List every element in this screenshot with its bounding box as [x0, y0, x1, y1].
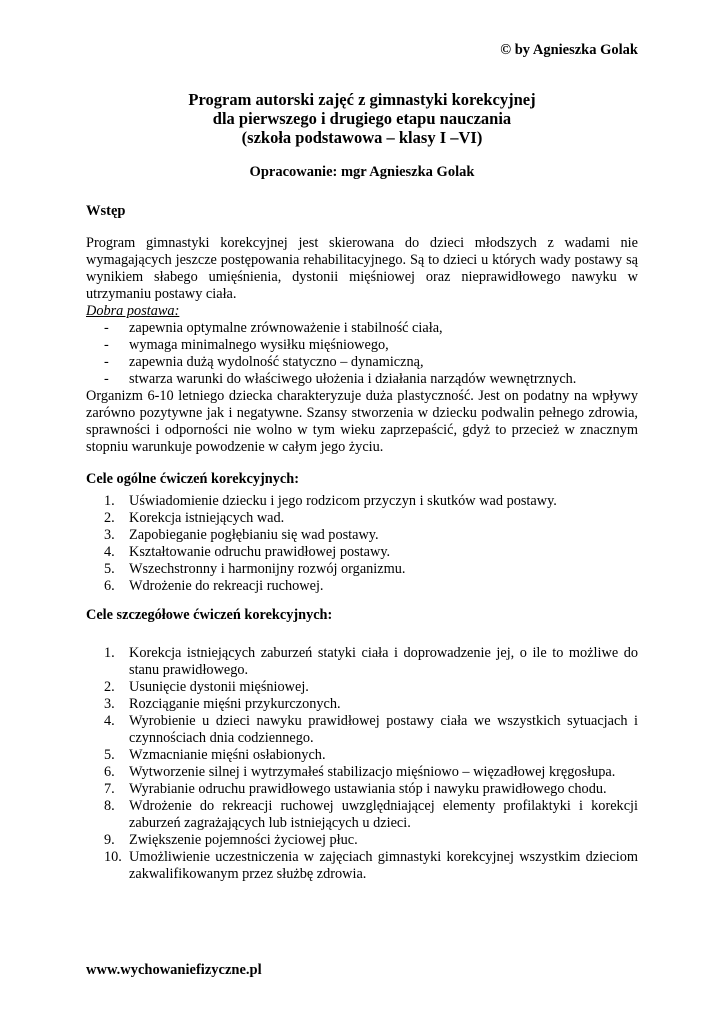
copyright-notice: © by Agnieszka Golak	[500, 42, 638, 58]
good-posture-list	[86, 320, 638, 388]
list-item: 9. Zwiększenie pojemności życiowej płuc.	[104, 832, 358, 848]
title-line-2: dla pierwszego i drugiego etapu nauczania	[212, 109, 512, 128]
list-item: 6. Wdrożenie do rekreacji ruchowej.	[104, 578, 324, 594]
document-title	[0, 90, 724, 147]
intro-paragraph: Program gimnastyki korekcyjnej jest skierowana do dzieci młodszych z wadami nie wymagających jeszcze postępowania rehabilitacyjnego. Są to dzieci u których wady postawy są wynikiem słabego umięśnienia, dystonii mięśniowej oraz nieprawidłowego nawyku w utrzymaniu postawy ciała.	[86, 235, 638, 302]
list-item: - wymaga minimalnego wysiłku mięśniowego,	[104, 337, 389, 353]
title-line-3: (szkoła podstawowa – klasy I –VI)	[241, 128, 483, 147]
intro-heading: Wstęp	[86, 203, 126, 219]
list-item: - zapewnia dużą wydolność statyczno – dynamiczną,	[104, 354, 424, 370]
list-item: 5. Wzmacnianie mięśni osłabionych.	[104, 747, 326, 763]
list-item: 7. Wyrabianie odruchu prawidłowego ustawiania stóp i nawyku prawidłowego chodu.	[104, 781, 607, 797]
list-item: 10. Umożliwienie uczestniczenia w zajęciach gimnastyki korekcyjnej wszystkim dzieciom zakwalifikowanym przez służbę zdrowia.	[104, 849, 638, 882]
list-item: 1. Uświadomienie dziecku i jego rodzicom przyczyn i skutków wad postawy.	[104, 493, 557, 509]
title-line-1: Program autorski zajęć z gimnastyki korekcyjnej	[188, 90, 536, 109]
list-item: 1. Korekcja istniejących zaburzeń statyki ciała i doprowadzenie jej, o ile to możliwe do stanu prawidłowego.	[104, 645, 638, 678]
detailed-goals-list	[86, 645, 638, 883]
footer-website: www.wychowaniefizyczne.pl	[86, 962, 262, 978]
list-item: 6. Wytworzenie silnej i wytrzymałeś stabilizacjo mięśniowo – więzadłowej kręgosłupa.	[104, 764, 616, 780]
list-item: 2. Usunięcie dystonii mięśniowej.	[104, 679, 309, 695]
detailed-goals-heading: Cele szczegółowe ćwiczeń korekcyjnych:	[86, 607, 333, 623]
list-item: 5. Wszechstronny i harmonijny rozwój organizmu.	[104, 561, 406, 577]
list-item: 3. Rozciąganie mięśni przykurczonych.	[104, 696, 341, 712]
list-item: - zapewnia optymalne zrównoważenie i stabilność ciała,	[104, 320, 443, 336]
general-goals-heading: Cele ogólne ćwiczeń korekcyjnych:	[86, 471, 299, 487]
list-item: 2. Korekcja istniejących wad.	[104, 510, 285, 526]
general-goals-list	[86, 493, 638, 595]
good-posture-label: Dobra postawa:	[86, 303, 180, 319]
organism-paragraph: Organizm 6-10 letniego dziecka charakteryzuje duża plastyczność. Jest on podatny na wpływy zarówno pozytywne jak i negatywne. Szansy stworzenia w dziecku podwalin pełnego zdrowia, sprawności i odporności nie wolno w tym wieku zaprzepaścić, gdyż to przecież w znacznym stopniu warunkuje powodzenie w całym jego życiu.	[86, 388, 638, 455]
list-item: - stwarza warunki do właściwego ułożenia i działania narządów wewnętrznych.	[104, 371, 577, 387]
list-item: 4. Kształtowanie odruchu prawidłowej postawy.	[104, 544, 391, 560]
author-line: Opracowanie: mgr Agnieszka Golak	[249, 164, 475, 180]
list-item: 8. Wdrożenie do rekreacji ruchowej uwzględniającej elementy profilaktyki i korekcji zaburzeń zagrażających lub istniejących u dzieci.	[104, 798, 638, 831]
list-item: 4. Wyrobienie u dzieci nawyku prawidłowej postawy ciała we wszystkich sytuacjach i czynnościach dnia codziennego.	[104, 713, 638, 746]
list-item: 3. Zapobieganie pogłębianiu się wad postawy.	[104, 527, 379, 543]
